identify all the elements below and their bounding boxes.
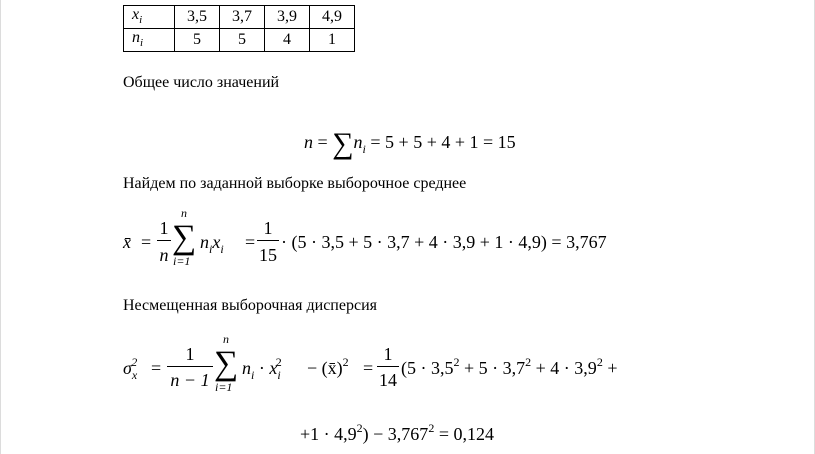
table-cell: 4 xyxy=(265,29,310,52)
paragraph-sample-mean: Найдем по заданной выборке выборочное среднее xyxy=(123,175,467,192)
row-header-x: $x_i$ xyxy=(124,6,175,29)
equation-sample-mean: x̄ = 1 n n ∑ i=1 $n_ix_i$ = 1 15 · (5 · 3,5 + 5 · 3,7 + 4 · 3,9 + 1 · 4,9) = 3,767 xyxy=(123,206,607,268)
table-row xyxy=(124,29,355,52)
table-cell: 5 xyxy=(220,29,265,52)
table-cell: 5 xyxy=(175,29,220,52)
sum-symbol: ∑ xyxy=(214,345,239,382)
fraction-bar xyxy=(257,240,279,241)
left-border xyxy=(0,0,1,454)
table-cell: 3,7 xyxy=(220,6,265,29)
table-cell: 3,9 xyxy=(265,6,310,29)
table-cell: 3,5 xyxy=(175,6,220,29)
fraction-bar xyxy=(167,366,213,367)
sum-symbol: ∑ xyxy=(172,219,197,256)
table-cell: 1 xyxy=(310,29,355,52)
equation-variance: $\sigma_x^2$ = 1 n − 1 n ∑ i=1 $n_i \cdot x_i^2$ − (x̄)$^2$ = 1 14 ($5 \cdot 3,5^2 + 5 \cdot 3,7^2 + 4 \cdot 3,9^2$ + xyxy=(123,332,618,394)
table-row xyxy=(124,6,355,29)
table-cell: 4,9 xyxy=(310,6,355,29)
paragraph-variance: Несмещенная выборочная дисперсия xyxy=(123,297,377,314)
frequency-table xyxy=(123,5,355,52)
fraction-bar xyxy=(377,366,399,367)
row-header-n: $n_i$ xyxy=(124,29,175,52)
equation-variance-continuation: $+1 \cdot 4,9^2) - 3,767^2 = 0,124$ xyxy=(300,421,494,444)
equation-total: $n = \sum n_i = 5 + 5 + 4 + 1 = 15$ xyxy=(304,127,516,160)
fraction-bar xyxy=(157,240,171,241)
sum-symbol: ∑ xyxy=(332,127,354,160)
paragraph-total-count: Общее число значений xyxy=(123,74,280,91)
